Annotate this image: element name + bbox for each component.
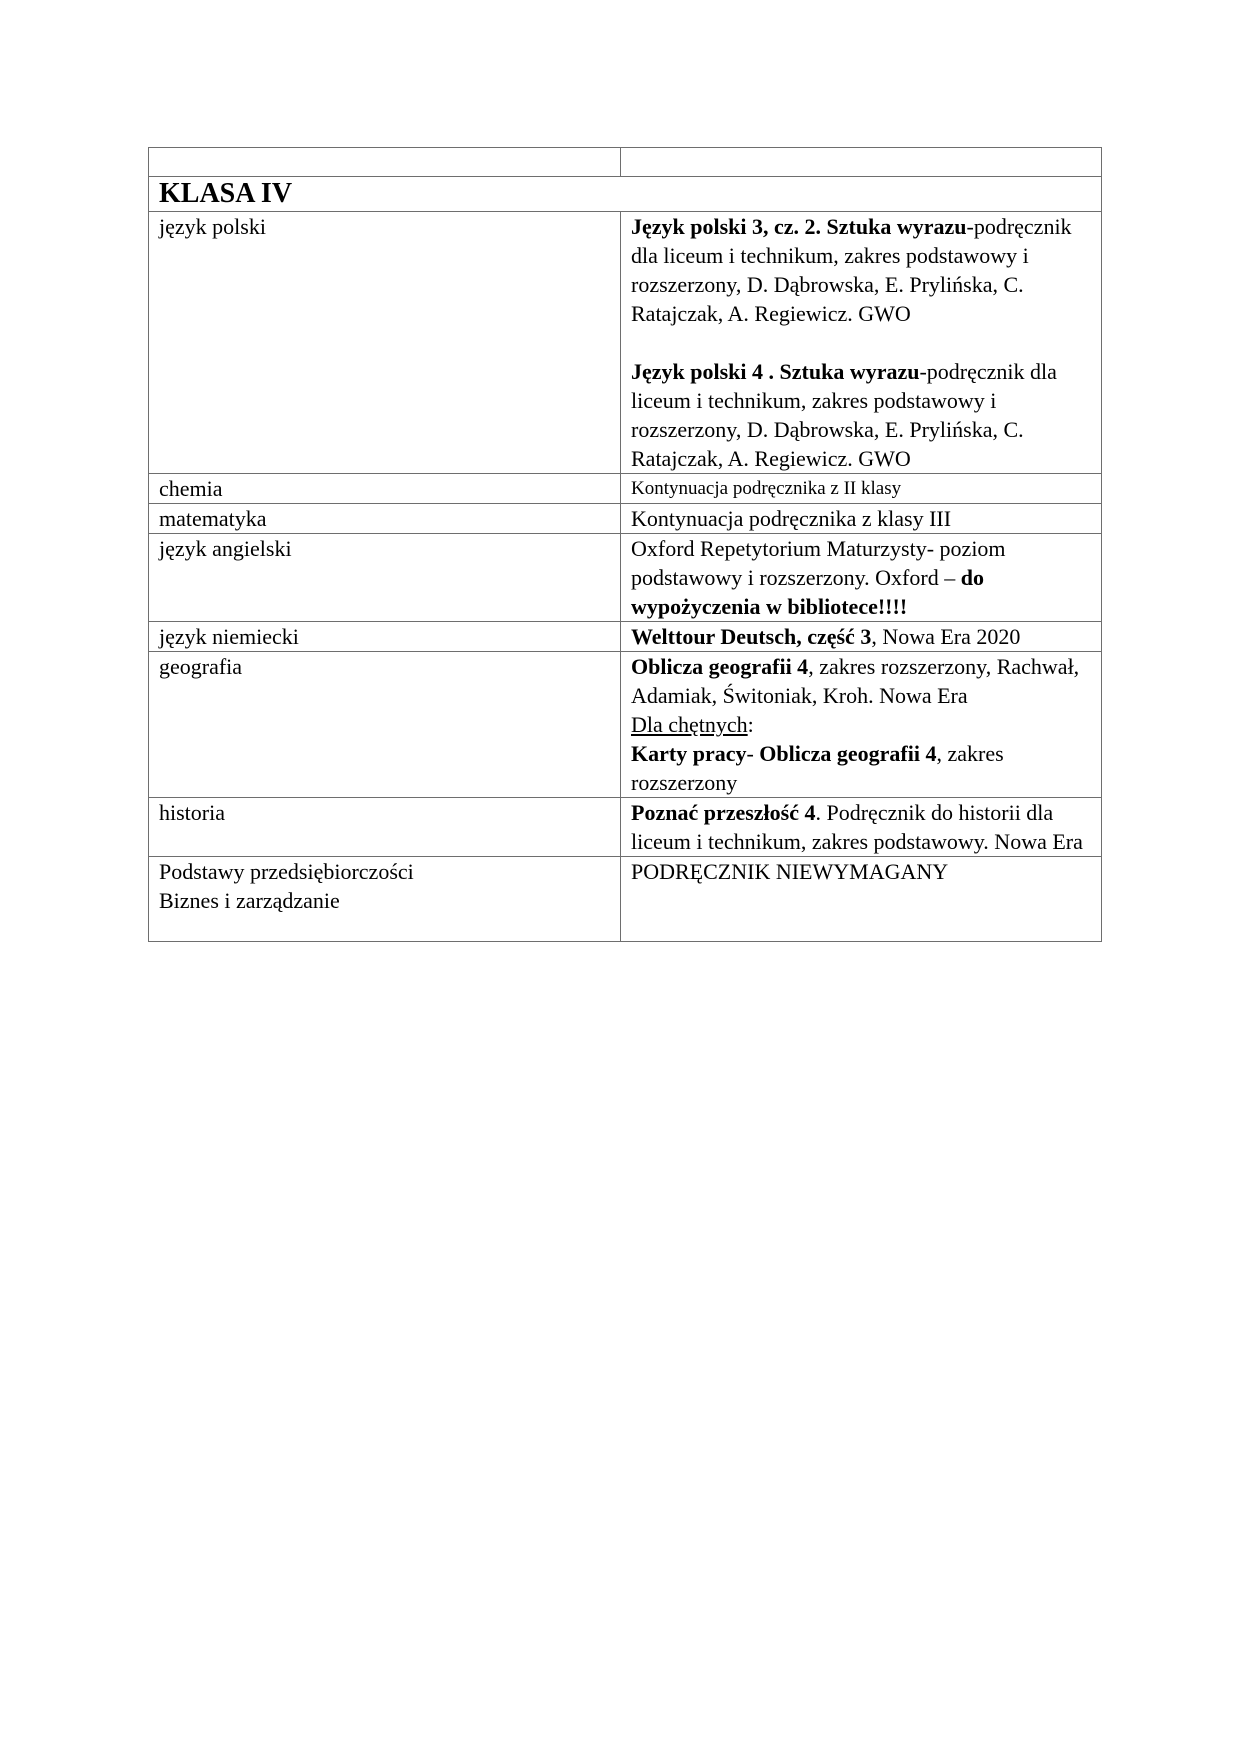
book-title: Poznać przeszłość 4 xyxy=(631,800,816,825)
book-cell xyxy=(621,798,1102,857)
book-cell xyxy=(621,622,1102,652)
book-title: Język polski 4 . Sztuka wyrazu xyxy=(631,359,920,384)
table-row xyxy=(149,474,1102,504)
book-details: Oxford Repetytorium Maturzysty- poziom podstawowy i rozszerzony. Oxford – xyxy=(631,536,1006,590)
table-row xyxy=(149,534,1102,622)
table-row xyxy=(149,798,1102,857)
book-title: Welttour Deutsch, część 3 xyxy=(631,624,872,649)
book-details: . Podręcznik do historii dla liceum i technikum, zakres podstawowy. Nowa Era xyxy=(631,800,1083,854)
subject-cell: chemia xyxy=(149,474,621,504)
paragraph-gap xyxy=(631,328,1091,357)
library-note: do wypożyczenia w bibliotece!!!! xyxy=(631,565,984,619)
subject-cell: język angielski xyxy=(149,534,621,622)
subject-cell: geografia xyxy=(149,652,621,798)
workbook-series: Oblicza geografii 4 xyxy=(759,741,937,766)
book-cell xyxy=(621,534,1102,622)
table-row xyxy=(149,857,1102,942)
subject-cell: język niemiecki xyxy=(149,622,621,652)
book-cell: Kontynuacja podręcznika z II klasy xyxy=(621,474,1102,504)
empty-row xyxy=(149,148,1102,177)
workbook-title: Karty pracy xyxy=(631,741,747,766)
book-details: -podręcznik dla liceum i technikum, zakres podstawowy i rozszerzony, D. Dąbrowska, E. Prylińska, C. Ratajczak, A. Regiewicz. GWO xyxy=(631,214,1072,326)
table-row xyxy=(149,212,1102,474)
book-cell xyxy=(621,212,1102,474)
book-details: -podręcznik dla liceum i technikum, zakres podstawowy i rozszerzony, D. Dąbrowska, E. Prylińska, C. Ratajczak, A. Regiewicz. GWO xyxy=(631,359,1057,471)
class-header: KLASA IV xyxy=(149,177,1102,212)
workbook-details: , zakres rozszerzony xyxy=(631,741,1004,795)
subject-cell: historia xyxy=(149,798,621,857)
optional-colon: : xyxy=(747,712,754,737)
subject-line: Podstawy przedsiębiorczości xyxy=(159,859,414,884)
book-cell: PODRĘCZNIK NIEWYMAGANY xyxy=(621,857,1102,942)
class-header-row xyxy=(149,177,1102,212)
optional-label: Dla chętnych xyxy=(631,712,748,737)
table-row xyxy=(149,504,1102,534)
table-row xyxy=(149,622,1102,652)
book-title: Język polski 3, cz. 2. Sztuka wyrazu xyxy=(631,214,967,239)
subject-cell: matematyka xyxy=(149,504,621,534)
textbook-table xyxy=(148,147,1102,942)
table-row xyxy=(149,652,1102,798)
subject-line: Biznes i zarządzanie xyxy=(159,888,340,913)
subject-cell: język polski xyxy=(149,212,621,474)
separator: - xyxy=(746,741,760,766)
book-cell: Kontynuacja podręcznika z klasy III xyxy=(621,504,1102,534)
book-details: , Nowa Era 2020 xyxy=(871,624,1021,649)
empty-cell xyxy=(621,148,1102,177)
subject-cell xyxy=(149,857,621,942)
book-cell xyxy=(621,652,1102,798)
empty-cell xyxy=(149,148,621,177)
book-details: , zakres rozszerzony, Rachwał, Adamiak, Świtoniak, Kroh. Nowa Era xyxy=(631,654,1080,708)
book-title: Oblicza geografii 4 xyxy=(631,654,809,679)
